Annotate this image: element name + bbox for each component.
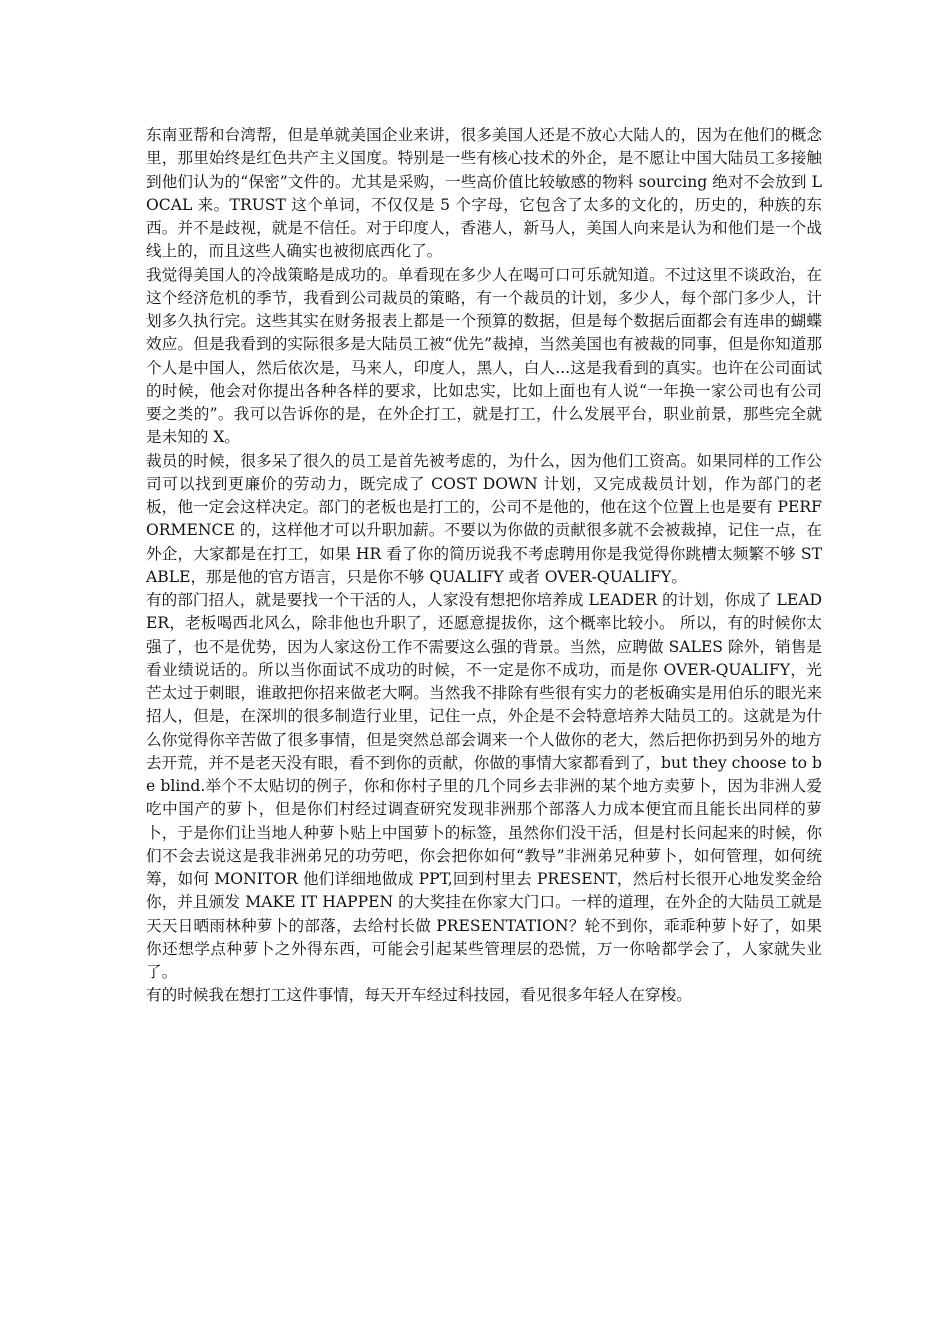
paragraph-science-park: 有的时候我在想打工这件事情，每天开车经过科技园，看见很多年轻人在穿梭。 (146, 986, 692, 1005)
paragraph-asian-groups-trust: 东南亚帮和台湾帮，但是单就美国企业来讲，很多美国人还是不放心大陆人的，因为在他们的概念里，那里始终是红色共产主义国度。特别是一些有核心技术的外企，是不愿让中国大陆员工多接触到他们认为的“保密”文件的。尤其是采购，一些高价值比较敏感的物料 sourcing 绝对不会放到 LOCAL 来。TRUST 这个单词，不仅仅是 5 个字母，它包含了太多的文化的，历史的，种族的东西。并不是歧视，就是不信任。对于印度人，香港人，新马人，美国人向来是认为和他们是一个战线上的，而且这些人确实也被彻底西化了。 (146, 126, 822, 261)
paragraph-hiring-radish-analogy: 有的部门招人，就是要找一个干活的人，人家没有想把你培养成 LEADER 的计划，你成了 LEADER，老板喝西北风么，除非他也升职了，还愿意提拔你，这个概率比较小。 所以，有的时候你太强了，也不是优势，因为人家这份工作不需要这么强的背景。当然，应聘做 SALES 除外，销售是看业绩说话的。所以当你面试不成功的时候，不一定是你不成功，而是你 OVER-QUALIFY，光芒太过于刺眼，谁敢把你招来做老大啊。当然我不排除有些很有实力的老板确实是用伯乐的眼光来招人，但是，在深圳的很多制造行业里，记住一点，外企是不会特意培养大陆员工的。这就是为什么你觉得你辛苦做了很多事情，但是突然总部会调来一个人做你的老大，然后把你扔到另外的地方去开荒，并不是老天没有眼，看不到你的贡献，你做的事情大家都看到了，but they choose to be blind.举个不太贴切的例子，你和你村子里的几个同乡去非洲的某个地方卖萝卜，因为非洲人爱吃中国产的萝卜，但是你们村经过调查研究发现非洲那个部落人力成本便宜而且能长出同样的萝卜，于是你们让当地人种萝卜贴上中国萝卜的标签，虽然你们没干活，但是村长问起来的时候，你们不会去说这是我非洲弟兄的功劳吧，你会把你如何“教导”非洲弟兄种萝卜，如何管理，如何统筹，如何 MONITOR 他们详细地做成 PPT,回到村里去 PRESENT，然后村长很开心地发奖金给你，并且颁发 MAKE IT HAPPEN 的大奖挂在你家大门口。一样的道理，在外企的大陆员工就是天天日晒雨林种萝卜的部落，去给村长做 PRESENTATION？轮不到你，乖乖种萝卜好了，如果你还想学点种萝卜之外得东西，可能会引起某些管理层的恐慌，万一你啥都学会了，人家就失业了。 (146, 591, 822, 981)
paragraph-cold-war-layoffs: 我觉得美国人的冷战策略是成功的。单看现在多少人在喝可口可乐就知道。不过这里不谈政治，在这个经济危机的季节，我看到公司裁员的策略，有一个裁员的计划，多少人，每个部门多少人，计划多久执行完。这些其实在财务报表上都是一个预算的数据，但是每个数据后面都会有连串的蝴蝶效应。但是我看到的实际很多是大陆员工被“优先”裁掉，当然美国也有被裁的同事，但是你知道那个人是中国人，然后依次是，马来人，印度人，黑人，白人...这是我看到的真实。也许在公司面试的时候，他会对你提出各种各样的要求，比如忠实，比如上面也有人说“一年换一家公司也有公司要之类的”。我可以告诉你的是，在外企打工，就是打工，什么发展平台，职业前景，那些完全就是未知的 X。 (146, 265, 822, 447)
document-body (146, 124, 822, 1008)
paragraph-layoff-senior-staff: 裁员的时候，很多呆了很久的员工是首先被考虑的，为什么，因为他们工资高。如果同样的工作公司可以找到更廉价的劳动力，既完成了 COST DOWN 计划，又完成裁员计划，作为部门的老板，他一定会这样决定。部门的老板也是打工的，公司不是他的，他在这个位置上也是要有 PERFORMENCE 的，这样他才可以升职加薪。不要以为你做的贡献很多就不会被裁掉，记住一点，在外企，大家都是在打工，如果 HR 看了你的简历说我不考虑聘用你是我觉得你跳槽太频繁不够 STABLE，那是他的官方语言，只是你不够 QUALIFY 或者 OVER-QUALIFY。 (146, 451, 822, 586)
